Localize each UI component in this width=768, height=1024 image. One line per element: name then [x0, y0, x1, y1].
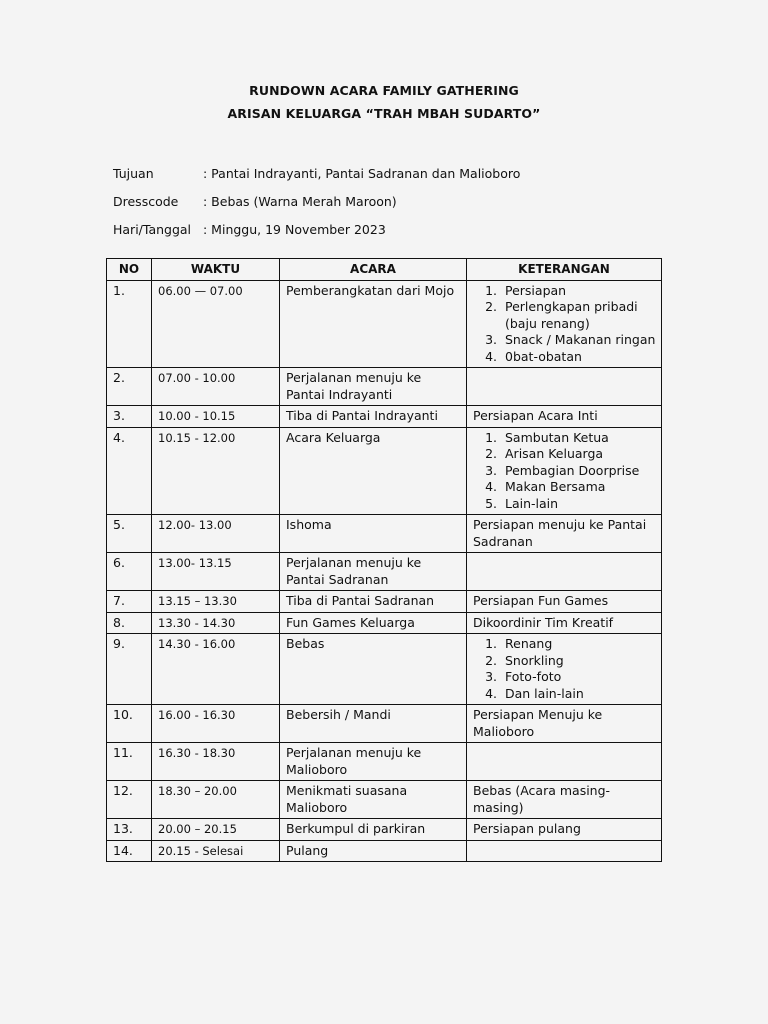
- cell-no: 10.: [107, 705, 152, 743]
- header-keterangan: KETERANGAN: [467, 259, 662, 281]
- table-row: [107, 515, 662, 553]
- cell-acara: Acara Keluarga: [280, 427, 467, 515]
- list-item: 2. Perlengkapan pribadi (baju renang): [501, 299, 656, 332]
- table-row: [107, 368, 662, 406]
- cell-waktu: 18.30 – 20.00: [152, 781, 280, 819]
- info-value: : Pantai Indrayanti, Pantai Sadranan dan Malioboro: [203, 166, 521, 181]
- cell-acara: Tiba di Pantai Indrayanti: [280, 406, 467, 428]
- table-row: [107, 840, 662, 862]
- list-item: 1. Persiapan: [501, 283, 656, 300]
- cell-waktu: 13.15 – 13.30: [152, 591, 280, 613]
- cell-waktu: 16.00 - 16.30: [152, 705, 280, 743]
- rundown-table: [106, 258, 662, 862]
- cell-acara: Pemberangkatan dari Mojo: [280, 280, 467, 368]
- table-row: [107, 743, 662, 781]
- list-item: 4. Makan Bersama: [501, 479, 656, 496]
- cell-no: 8.: [107, 612, 152, 634]
- cell-keterangan: Persiapan pulang: [467, 819, 662, 841]
- cell-acara: Perjalanan menuju ke Pantai Indrayanti: [280, 368, 467, 406]
- list-item: 2. Arisan Keluarga: [501, 446, 656, 463]
- cell-keterangan: [467, 368, 662, 406]
- cell-no: 6.: [107, 553, 152, 591]
- info-label: Tujuan: [113, 166, 154, 181]
- info-value: : Minggu, 19 November 2023: [203, 222, 386, 237]
- table-header-row: [107, 259, 662, 281]
- cell-no: 14.: [107, 840, 152, 862]
- table-row: [107, 819, 662, 841]
- cell-keterangan: [467, 743, 662, 781]
- cell-keterangan: [467, 553, 662, 591]
- header-waktu: WAKTU: [152, 259, 280, 281]
- cell-waktu: 10.00 - 10.15: [152, 406, 280, 428]
- cell-no: 1.: [107, 280, 152, 368]
- cell-no: 2.: [107, 368, 152, 406]
- table-row: [107, 781, 662, 819]
- cell-keterangan: Persiapan Fun Games: [467, 591, 662, 613]
- keterangan-list: [473, 636, 656, 702]
- table-row: [107, 427, 662, 515]
- cell-keterangan: Persiapan menuju ke Pantai Sadranan: [467, 515, 662, 553]
- table-row: [107, 634, 662, 705]
- list-item: 2. Snorkling: [501, 653, 656, 670]
- list-item: 4. 0bat-obatan: [501, 349, 656, 366]
- cell-waktu: 10.15 - 12.00: [152, 427, 280, 515]
- cell-acara: Fun Games Keluarga: [280, 612, 467, 634]
- cell-keterangan: Persiapan Acara Inti: [467, 406, 662, 428]
- cell-no: 3.: [107, 406, 152, 428]
- cell-no: 9.: [107, 634, 152, 705]
- cell-waktu: 07.00 - 10.00: [152, 368, 280, 406]
- list-item: 5. Lain-lain: [501, 496, 656, 513]
- cell-no: 13.: [107, 819, 152, 841]
- cell-no: 7.: [107, 591, 152, 613]
- cell-waktu: 20.00 – 20.15: [152, 819, 280, 841]
- cell-waktu: 12.00- 13.00: [152, 515, 280, 553]
- list-item: 1. Sambutan Ketua: [501, 430, 656, 447]
- cell-acara: Ishoma: [280, 515, 467, 553]
- cell-acara: Bebas: [280, 634, 467, 705]
- cell-acara: Perjalanan menuju ke Malioboro: [280, 743, 467, 781]
- cell-no: 5.: [107, 515, 152, 553]
- cell-waktu: 14.30 - 16.00: [152, 634, 280, 705]
- list-item: 3. Foto-foto: [501, 669, 656, 686]
- document-title-line1: RUNDOWN ACARA FAMILY GATHERING: [249, 83, 519, 98]
- cell-keterangan: Persiapan Menuju ke Malioboro: [467, 705, 662, 743]
- table-row: [107, 591, 662, 613]
- list-item: 3. Pembagian Doorprise: [501, 463, 656, 480]
- keterangan-list: [473, 430, 656, 513]
- info-label: Dresscode: [113, 194, 179, 209]
- cell-keterangan: [467, 634, 662, 705]
- cell-waktu: 13.30 - 14.30: [152, 612, 280, 634]
- cell-no: 4.: [107, 427, 152, 515]
- cell-acara: Menikmati suasana Malioboro: [280, 781, 467, 819]
- cell-waktu: 13.00- 13.15: [152, 553, 280, 591]
- info-label: Hari/Tanggal: [113, 222, 192, 237]
- list-item: 3. Snack / Makanan ringan: [501, 332, 656, 349]
- cell-keterangan: Dikoordinir Tim Kreatif: [467, 612, 662, 634]
- table-row: [107, 705, 662, 743]
- list-item: 4. Dan lain-lain: [501, 686, 656, 703]
- document-title-line2: ARISAN KELUARGA “TRAH MBAH SUDARTO”: [227, 106, 541, 121]
- table-row: [107, 612, 662, 634]
- cell-no: 11.: [107, 743, 152, 781]
- cell-keterangan: Bebas (Acara masing-masing): [467, 781, 662, 819]
- cell-acara: Bebersih / Mandi: [280, 705, 467, 743]
- cell-acara: Pulang: [280, 840, 467, 862]
- info-value: : Bebas (Warna Merah Maroon): [203, 194, 397, 209]
- cell-keterangan: [467, 840, 662, 862]
- keterangan-list: [473, 283, 656, 366]
- table-row: [107, 553, 662, 591]
- cell-acara: Berkumpul di parkiran: [280, 819, 467, 841]
- cell-waktu: 16.30 - 18.30: [152, 743, 280, 781]
- header-acara: ACARA: [280, 259, 467, 281]
- cell-keterangan: [467, 427, 662, 515]
- list-item: 1. Renang: [501, 636, 656, 653]
- cell-keterangan: [467, 280, 662, 368]
- cell-waktu: 20.15 - Selesai: [152, 840, 280, 862]
- table-row: [107, 280, 662, 368]
- cell-no: 12.: [107, 781, 152, 819]
- header-no: NO: [107, 259, 152, 281]
- table-row: [107, 406, 662, 428]
- cell-acara: Tiba di Pantai Sadranan: [280, 591, 467, 613]
- cell-acara: Perjalanan menuju ke Pantai Sadranan: [280, 553, 467, 591]
- cell-waktu: 06.00 — 07.00: [152, 280, 280, 368]
